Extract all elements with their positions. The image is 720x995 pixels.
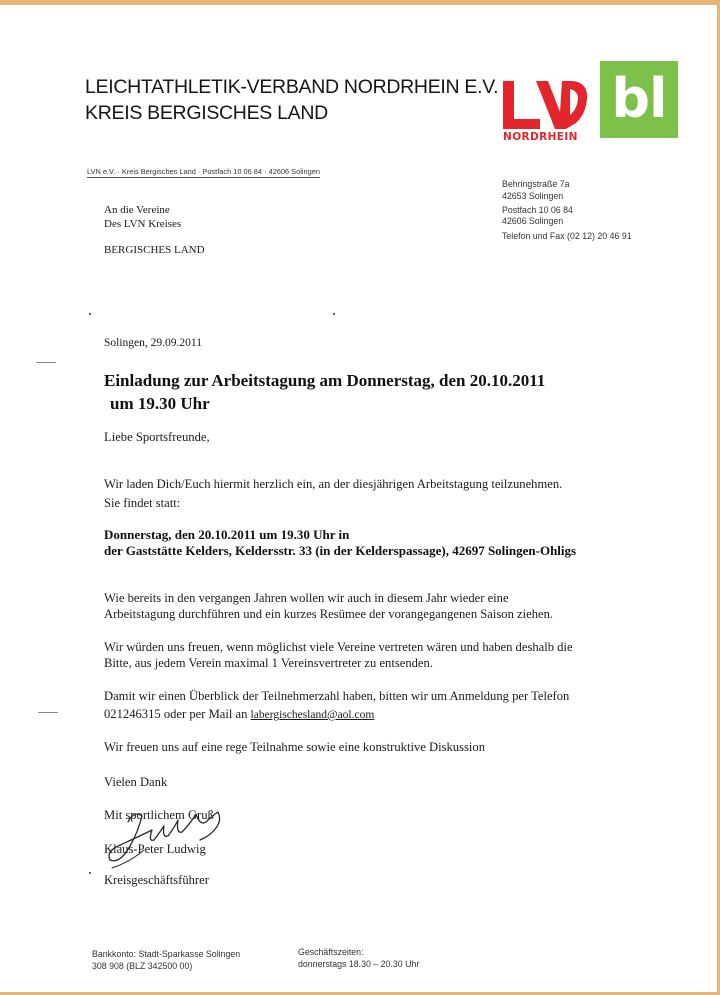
closing-greeting: Mit sportlichem Gruß [104, 808, 214, 822]
thanks: Vielen Dank [104, 775, 168, 789]
signer-name: Klaus-Peter Ludwig [104, 842, 206, 856]
recipient-line-3: BERGISCHES LAND [104, 244, 205, 256]
paragraph-2-line-2: Arbeitstagung durchführen und ein kurzes Resümee der vorangegangenen Saison ziehen. [104, 607, 554, 621]
paragraph-4-line-2 [104, 707, 374, 722]
organization-district: KREIS BERGISCHES LAND [85, 102, 328, 124]
address-postbox: Postfach 10 06 84 [502, 205, 573, 215]
handwritten-signature [100, 806, 240, 872]
recipient-line-1: An die Vereine [104, 204, 170, 216]
salutation: Liebe Sportsfreunde, [104, 430, 210, 444]
fold-mark-upper [36, 362, 56, 363]
email-link[interactable]: labergischesland@aol.com [250, 709, 375, 721]
venue-line-1: Donnerstag, den 20.10.2011 um 19.30 Uhr in [104, 527, 350, 542]
paragraph-4-line-1: Damit wir einen Überblick der Teilnehmerzahl haben, bitten wir um Anmeldung per Telefon [104, 689, 570, 703]
bl-logo [600, 61, 678, 138]
paragraph-5: Wir freuen uns auf eine rege Teilnahme sowie eine konstruktive Diskussion [104, 740, 485, 754]
paragraph-3-line-1: Wir würden uns freuen, wenn möglichst viele Vereine vertreten wären und haben deshalb die [104, 640, 573, 654]
address-city: 42653 Solingen [502, 191, 564, 201]
sender-return-line: LVN e.V. · Kreis Bergisches Land · Postfach 10 06 84 · 42606 Solingen [87, 167, 320, 176]
paragraph-3-line-2: Bitte, aus jedem Verein maximal 1 Vereinsvertreter zu entsenden. [104, 656, 433, 670]
fold-mark-lower [38, 712, 58, 713]
paragraph-1-line-1: Wir laden Dich/Euch hiermit herzlich ein, an der diesjährigen Arbeitstagung teilzunehmen. [104, 477, 563, 491]
office-hours-label: Geschäftszeiten: [298, 947, 364, 957]
paragraph-2-line-1: Wie bereits in den vergangen Jahren wollen wir auch in diesem Jahr wieder eine [104, 591, 509, 605]
paragraph-1-line-2: Sie findet statt: [104, 496, 181, 510]
address-street: Behringstraße 7a [502, 179, 570, 189]
lv-nordrhein-logo [500, 74, 590, 144]
fold-dot-left [89, 313, 91, 315]
bank-account-number: 308 908 (BLZ 342500 00) [92, 961, 193, 971]
address-postbox-city: 42606 Solingen [502, 216, 564, 226]
paragraph-4-prefix: 021246315 oder per Mail an [104, 707, 251, 721]
lv-logo-wordmark: NORDRHEIN [503, 131, 578, 143]
signer-role: Kreisgeschäftsführer [104, 873, 209, 887]
office-hours-value: donnerstags 18.30 – 20.30 Uhr [298, 959, 420, 969]
recipient-line-2: Des LVN Kreises [104, 218, 182, 230]
letter-date: Solingen, 29.09.2011 [104, 337, 202, 349]
lv-logo-letter-v [536, 81, 587, 129]
organization-name: LEICHTATHLETIK-VERBAND NORDRHEIN E.V. [85, 76, 499, 98]
letter-title-line-1: Einladung zur Arbeitstagung am Donnerstag, den 20.10.2011 [104, 371, 546, 390]
scan-border-top [0, 0, 720, 5]
lv-logo-letter-l [503, 81, 540, 129]
address-phone: Telefon und Fax (02 12) 20 46 91 [502, 231, 632, 241]
bank-account-label: Bankkonto: Stadt-Sparkasse Solingen [92, 949, 241, 959]
bl-logo-text: bl [611, 67, 667, 130]
venue-line-2: der Gaststätte Kelders, Keldersstr. 33 (in der Kelderspassage), 42697 Solingen-Ohligs [104, 543, 577, 558]
letter-title-line-2: um 19.30 Uhr [110, 394, 210, 413]
fold-dot-right [333, 313, 335, 315]
margin-dot [89, 872, 91, 874]
